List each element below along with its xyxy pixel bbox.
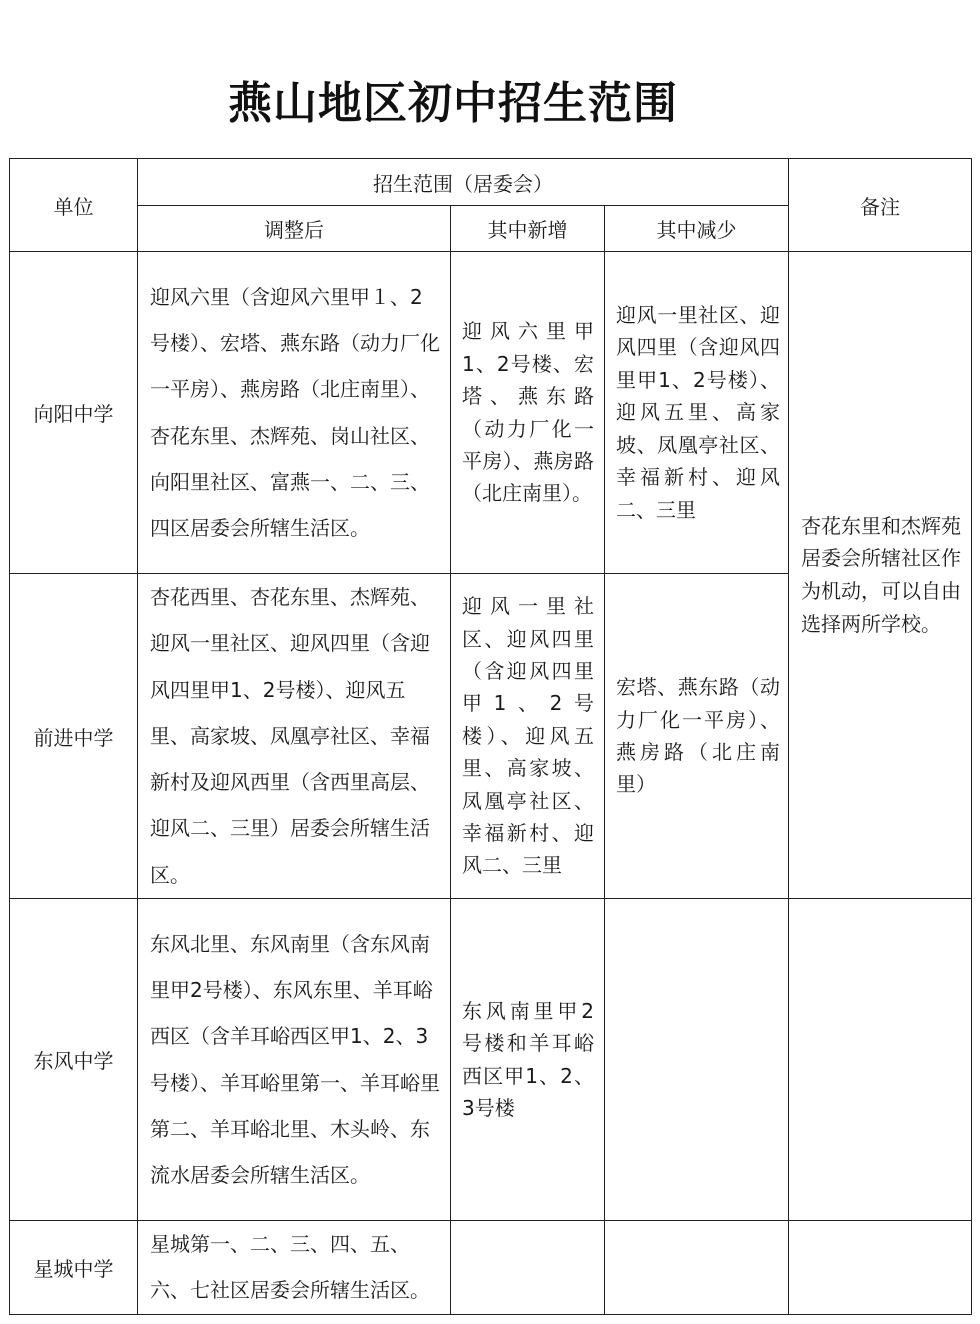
note-empty [789, 1221, 972, 1315]
header-scope: 招生范围（居委会） [138, 159, 789, 206]
added-scope: 迎风六里甲1、2号楼、宏塔、燕东路（动力厂化一平房）、燕房路（北庄南里）。 [451, 252, 605, 574]
adjusted-scope: 杏花西里、杏花东里、杰辉苑、迎风一里社区、迎风四里（含迎风四里甲1、2号楼）、迎风五里、高家坡、凤凰亭社区、幸福新村及迎风西里（含西里高层、迎风二、三里）居委会所辖生活区。 [138, 574, 451, 899]
header-note: 备注 [789, 159, 972, 252]
unit-name: 前进中学 [10, 574, 138, 899]
page-title: 燕山地区初中招生范围 [228, 78, 678, 129]
header-adjusted: 调整后 [138, 206, 451, 252]
enrollment-table [9, 158, 972, 1315]
header-row-top [10, 159, 972, 206]
reduced-scope: 宏塔、燕东路（动力厂化一平房）、燕房路（北庄南里） [605, 574, 789, 899]
unit-name: 东风中学 [10, 899, 138, 1221]
note-cell: 杏花东里和杰辉苑居委会所辖社区作为机动，可以自由选择两所学校。 [789, 252, 972, 899]
reduced-scope [605, 899, 789, 1221]
unit-name: 星城中学 [10, 1221, 138, 1315]
header-reduced: 其中减少 [605, 206, 789, 252]
header-added: 其中新增 [451, 206, 605, 252]
table-row [10, 899, 972, 1221]
added-scope: 东风南里甲2号楼和羊耳峪西区甲1、2、3号楼 [451, 899, 605, 1221]
header-unit: 单位 [10, 159, 138, 252]
added-scope [451, 1221, 605, 1315]
adjusted-scope: 星城第一、二、三、四、五、六、七社区居委会所辖生活区。 [138, 1221, 451, 1315]
added-scope: 迎风一里社区、迎风四里（含迎风四里甲1、2号楼）、迎风五里、高家坡、凤凰亭社区、幸福新村、迎风二、三里 [451, 574, 605, 899]
reduced-scope [605, 1221, 789, 1315]
reduced-scope: 迎风一里社区、迎风四里（含迎风四里甲1、2号楼）、迎风五里、高家坡、凤凰亭社区、幸福新村、迎风二、三里 [605, 252, 789, 574]
note-empty [789, 899, 972, 1221]
adjusted-scope: 迎风六里（含迎风六里甲１、2号楼）、宏塔、燕东路（动力厂化一平房）、燕房路（北庄南里）、杏花东里、杰辉苑、岗山社区、向阳里社区、富燕一、二、三、四区居委会所辖生活区。 [138, 252, 451, 574]
table-row [10, 1221, 972, 1315]
unit-name: 向阳中学 [10, 252, 138, 574]
adjusted-scope: 东风北里、东风南里（含东风南里甲2号楼）、东风东里、羊耳峪西区（含羊耳峪西区甲1、2、3号楼）、羊耳峪里第一、羊耳峪里第二、羊耳峪北里、木头岭、东流水居委会所辖生活区。 [138, 899, 451, 1221]
table-row [10, 252, 972, 574]
